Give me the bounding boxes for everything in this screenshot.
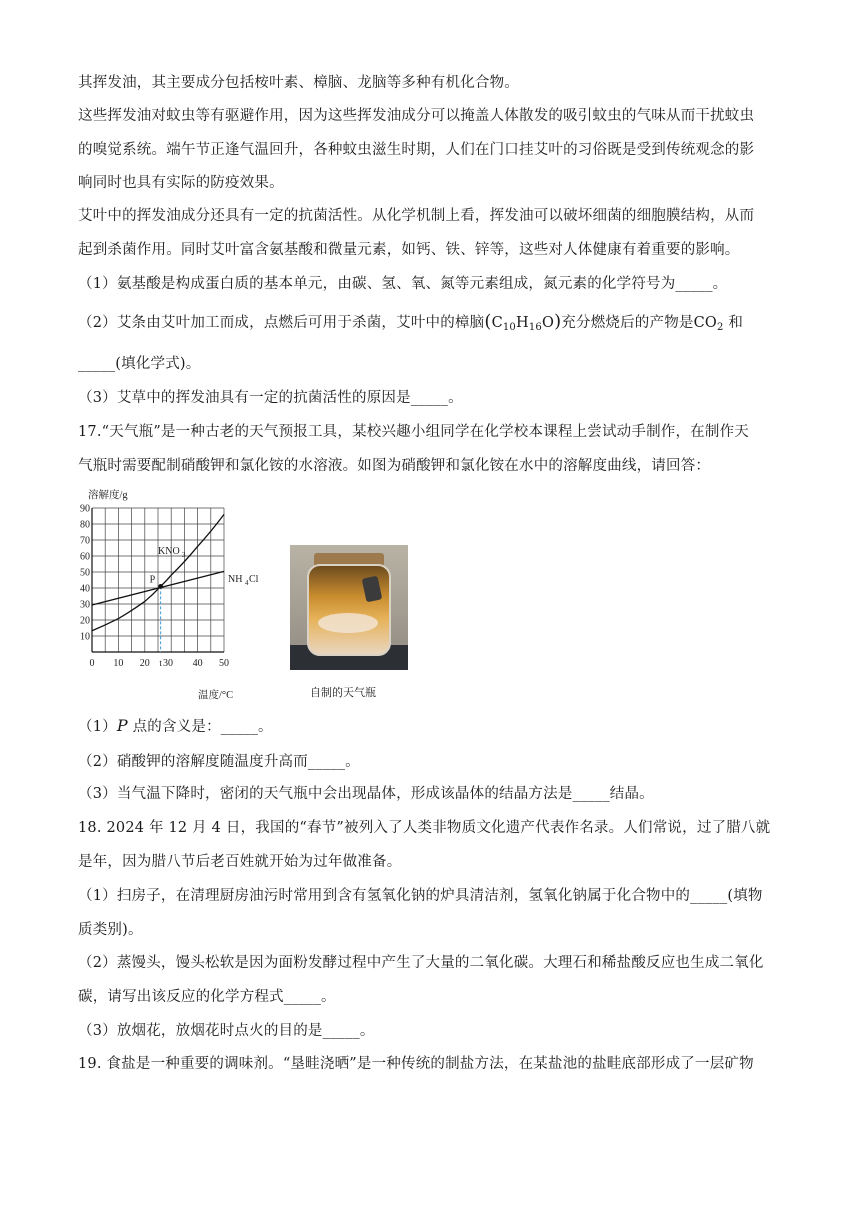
- question-17-intro: 气瓶时需要配制硝酸钾和氯化铵的水溶液。如图为硝酸钾和氯化铵在水中的溶解度曲线，请回答：: [78, 458, 711, 474]
- chart-grid: [92, 508, 224, 652]
- point-p-label: P: [149, 574, 156, 586]
- y-tick-label: 40: [80, 583, 90, 595]
- y-axis-label: 溶解度/g: [88, 490, 128, 501]
- series-label-nh4cl-end: Cl: [249, 574, 259, 585]
- y-tick-label: 70: [80, 535, 90, 547]
- question-18-1-cont: 质类别)。: [78, 922, 143, 938]
- question-17-3: （3）当气温下降时，密闭的天气瓶中会出现晶体，形成该晶体的结晶方法是_____结晶。: [78, 786, 654, 802]
- y-tick-label: 10: [80, 631, 90, 643]
- x-tick-label: 30: [163, 658, 174, 669]
- y-tick-label: 50: [80, 567, 90, 579]
- question-18-2: （2）蒸馒头，馒头松软是因为面粉发酵过程中产生了大量的二氧化碳。大理石和稀盐酸反应也生成二氧化: [78, 955, 764, 971]
- question-18-intro: 是年，因为腊八节后老百姓就开始为过年做准备。: [78, 854, 402, 870]
- series-label-nh4cl-sub: 4: [245, 579, 249, 587]
- photo-caption: 自制的天气瓶: [310, 686, 376, 699]
- question-16-3: （3）艾草中的挥发油具有一定的抗菌活性的原因是_____。: [78, 390, 463, 406]
- x-tick-label: t: [159, 658, 162, 668]
- paragraph-line: 响同时也具有实际的防疫效果。: [78, 175, 284, 191]
- question-16-1: （1）氨基酸是构成蛋白质的基本单元，由碳、氢、氧、氮等元素组成，氮元素的化学符号为_____。: [78, 276, 728, 292]
- question-18-intro: 18. 2024 年 12 月 4 日，我国的“春节”被列入了人类非物质文化遗产代表作名录。人们常说，过了腊八就: [78, 820, 771, 836]
- series-label-kno3-sub: 3: [182, 551, 186, 559]
- question-16-2-cont: _____(填化学式)。: [78, 356, 201, 372]
- question-16-2: （2）艾条由艾叶加工而成，点燃后可用于杀菌，艾叶中的樟脑$(C_{10}H_{16}O)$充分燃烧后的产物是$CO_2$ 和: [78, 311, 744, 333]
- weather-bottle-photo: [290, 545, 408, 670]
- paragraph-line: 起到杀菌作用。同时艾叶富含氨基酸和微量元素，如钙、铁、锌等，这些对人体健康有着重要的影响。: [78, 242, 740, 258]
- x-tick-label: 10: [113, 658, 124, 669]
- series-label-nh4cl: NH: [228, 574, 243, 585]
- paragraph-line: 的嗅觉系统。端午节正逢气温回升，各种蚊虫滋生时期，人们在门口挂艾叶的习俗既是受到传统观念的影: [78, 142, 755, 158]
- y-tick-label: 30: [80, 599, 90, 611]
- paragraph-line: 其挥发油，其主要成分包括桉叶素、樟脑、龙脑等多种有机化合物。: [78, 75, 519, 91]
- question-18-2-cont: 碳，请写出该反应的化学方程式_____。: [78, 989, 336, 1005]
- series-label-kno3: KNO: [158, 546, 180, 557]
- question-18-1: （1）扫房子，在清理厨房油污时常用到含有氢氧化钠的炉具清洁剂，氢氧化钠属于化合物中的_____(填物: [78, 888, 763, 904]
- question-19-intro: 19. 食盐是一种重要的调味剂。“垦畦浇晒”是一种传统的制盐方法，在某盐池的盐畦底部形成了一层矿物: [78, 1056, 754, 1072]
- x-tick-label: 0: [89, 658, 95, 669]
- solubility-chart: [78, 486, 278, 702]
- paragraph-line: 艾叶中的挥发油成分还具有一定的抗菌活性。从化学机制上看，挥发油可以破坏细菌的细胞膜结构，从而: [78, 208, 755, 224]
- question-17-1: （1）P 点的含义是：_____。: [78, 716, 273, 735]
- chart-labels: [80, 488, 259, 701]
- question-17-intro: 17.“天气瓶”是一种古老的天气预报工具，某校兴趣小组同学在化学校本课程上尝试动手制作，在制作天: [78, 424, 749, 440]
- x-axis-label: 温度/°C: [198, 690, 234, 701]
- y-tick-label: 20: [80, 615, 90, 627]
- x-tick-label: 40: [192, 658, 203, 669]
- y-tick-label: 80: [80, 519, 90, 531]
- x-tick-label: 50: [219, 658, 229, 669]
- point-p: [158, 584, 163, 589]
- x-tick-label: 20: [139, 658, 150, 669]
- question-18-3: （3）放烟花，放烟花时点火的目的是_____。: [78, 1023, 375, 1039]
- paragraph-line: 这些挥发油对蚊虫等有驱避作用，因为这些挥发油成分可以掩盖人体散发的吸引蚊虫的气味从而干扰蚊虫: [78, 108, 755, 124]
- question-17-2: （2）硝酸钾的溶解度随温度升高而_____。: [78, 754, 360, 770]
- y-tick-label: 60: [80, 551, 90, 563]
- y-tick-label: 90: [80, 503, 90, 515]
